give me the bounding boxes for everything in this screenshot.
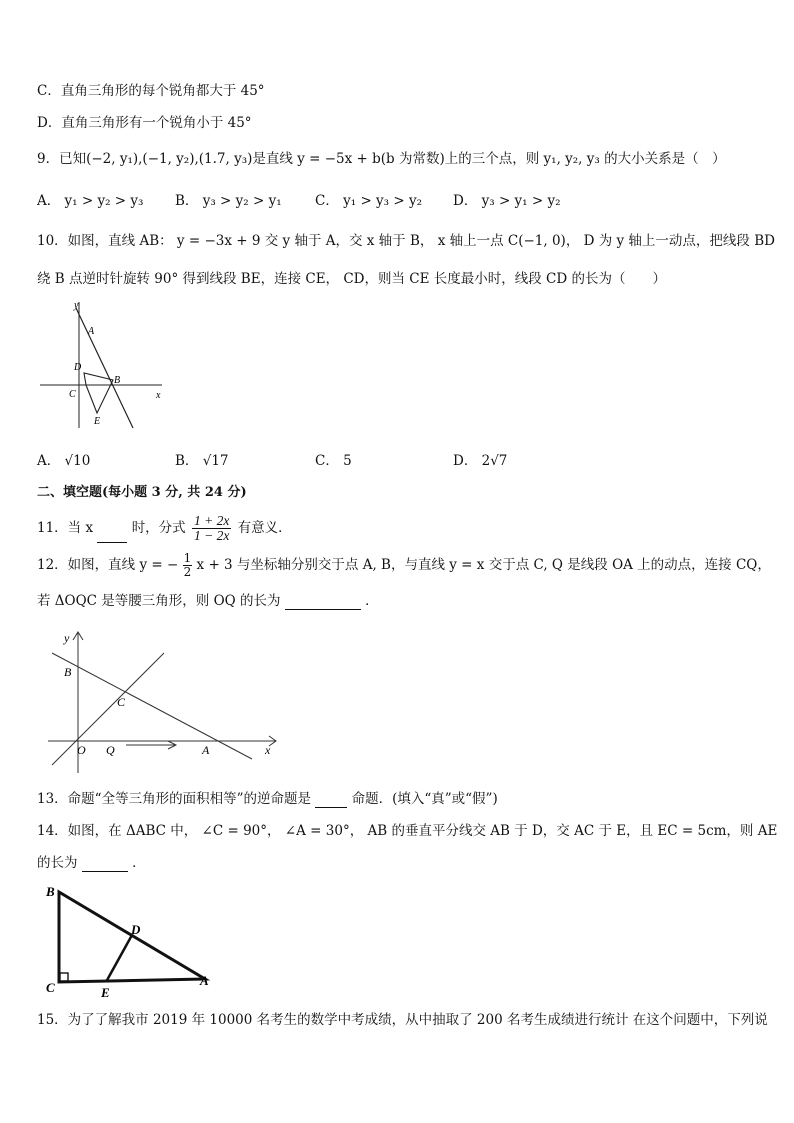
question-9: 9．已知(−2, y₁),(−1, y₂),(1.7, y₃)是直线 y = −5x + b(b 为常数)上的三个点，则 y₁, y₂, y₃ 的大小关系是（ ） [37, 151, 726, 167]
fig10-label-x: x [156, 390, 161, 401]
question-10-option-d: D． 2√7 [453, 453, 508, 469]
fig12-label-b: B [64, 665, 72, 679]
fig14-label-b: B [46, 884, 55, 899]
fig10-label-d: D [74, 362, 82, 373]
question-9-option-a: A． y₁ > y₂ > y₃ [37, 193, 144, 209]
fig12-label-x: x [265, 743, 271, 757]
question-12-frac-den: 2 [183, 565, 192, 579]
question-9-option-d: D． y₃ > y₁ > y₂ [453, 193, 561, 209]
question-12-prefix: 12．如图，直线 y = − [37, 557, 179, 573]
question-11-numerator: 1 + 2x [193, 513, 230, 528]
question-12-line-2-prefix: 若 ΔOQC 是等腰三角形，则 OQ 的长为 [37, 593, 281, 609]
question-13-prefix: 13．命题“全等三角形的面积相等”的逆命题是 [37, 791, 311, 807]
question-12-line-2 [37, 592, 379, 610]
fig10-label-a: A [88, 326, 95, 337]
question-11-fraction [192, 514, 231, 543]
question-14-line-1: 14．如图，在 ΔABC 中， ∠C = 90°， ∠A = 30°， AB 的垂直平分线交 AB 于 D，交 AC 于 E，且 EC = 5cm，则 AE [37, 823, 778, 839]
fig10-label-e: E [94, 416, 101, 427]
question-10-option-b: B． √17 [175, 453, 229, 469]
figure-question-12 [44, 628, 282, 778]
question-11 [37, 514, 292, 544]
question-13-blank[interactable] [315, 793, 347, 808]
question-9-option-b: B． y₃ > y₂ > y₁ [175, 193, 282, 209]
question-10-option-a: A． √10 [37, 453, 91, 469]
question-14-line-2-suffix: ． [132, 855, 146, 871]
question-14-line-2 [37, 854, 146, 872]
question-14-blank[interactable] [82, 857, 128, 872]
fig12-label-y: y [64, 631, 70, 645]
section-2-title: 二、填空题(每小题 3 分, 共 24 分) [37, 485, 247, 500]
fig12-label-c: C [117, 695, 126, 709]
question-9-option-c: C． y₁ > y₃ > y₂ [315, 193, 423, 209]
question-12-line-1 [37, 552, 771, 582]
figure-question-10 [36, 298, 171, 433]
fig14-label-e: E [101, 985, 110, 1000]
question-12-blank[interactable] [285, 595, 361, 610]
question-11-suffix: 有意义． [237, 520, 292, 536]
fig10-label-c: C [69, 389, 76, 400]
question-11-prefix: 11．当 x [37, 520, 94, 536]
question-12-rest: x + 3 与坐标轴分别交于点 A, B，与直线 y = x 交于点 C, Q 是线段 OA 上的动点，连接 CQ， [196, 557, 771, 573]
question-13-suffix: 命题．(填入“真”或“假”) [351, 791, 498, 807]
question-11-denominator: 1 − 2x [193, 528, 230, 543]
fig14-label-d: D [131, 922, 141, 937]
question-14-line-2-prefix: 的长为 [37, 855, 78, 871]
figure-question-14 [40, 878, 220, 1000]
fig14-label-c: C [46, 980, 55, 995]
question-8-option-d: D．直角三角形有一个锐角小于 45° [37, 115, 252, 131]
question-8-option-c: C．直角三角形的每个锐角都大于 45° [37, 83, 265, 99]
fig10-label-b: B [114, 375, 121, 386]
question-10-option-c: C． 5 [315, 453, 352, 469]
question-12-line-2-suffix: ． [365, 593, 379, 609]
question-15: 15．为了了解我市 2019 年 10000 名考生的数学中考成绩，从中抽取了 200 名考生成绩进行统计 在这个问题中，下列说 [37, 1012, 768, 1028]
question-11-blank[interactable] [97, 528, 127, 543]
question-13 [37, 790, 498, 808]
question-12-fraction [183, 552, 193, 579]
question-11-mid: 时，分式 [131, 520, 186, 536]
fig10-label-y: y [74, 300, 79, 311]
question-10-line-2: 绕 B 点逆时针旋转 90° 得到线段 BE，连接 CE， CD，则当 CE 长度最小时，线段 CD 的长为（ ） [37, 271, 667, 287]
fig12-label-a: A [202, 743, 210, 757]
question-10-line-1: 10．如图，直线 AB： y = −3x + 9 交 y 轴于 A，交 x 轴于 B， x 轴上一点 C(−1, 0)， D 为 y 轴上一动点，把线段 BD [37, 233, 775, 249]
fig12-label-o: O [77, 743, 86, 757]
fig12-label-q: Q [106, 743, 115, 757]
fig14-label-a: A [200, 973, 209, 988]
question-12-frac-num: 1 [183, 551, 192, 565]
